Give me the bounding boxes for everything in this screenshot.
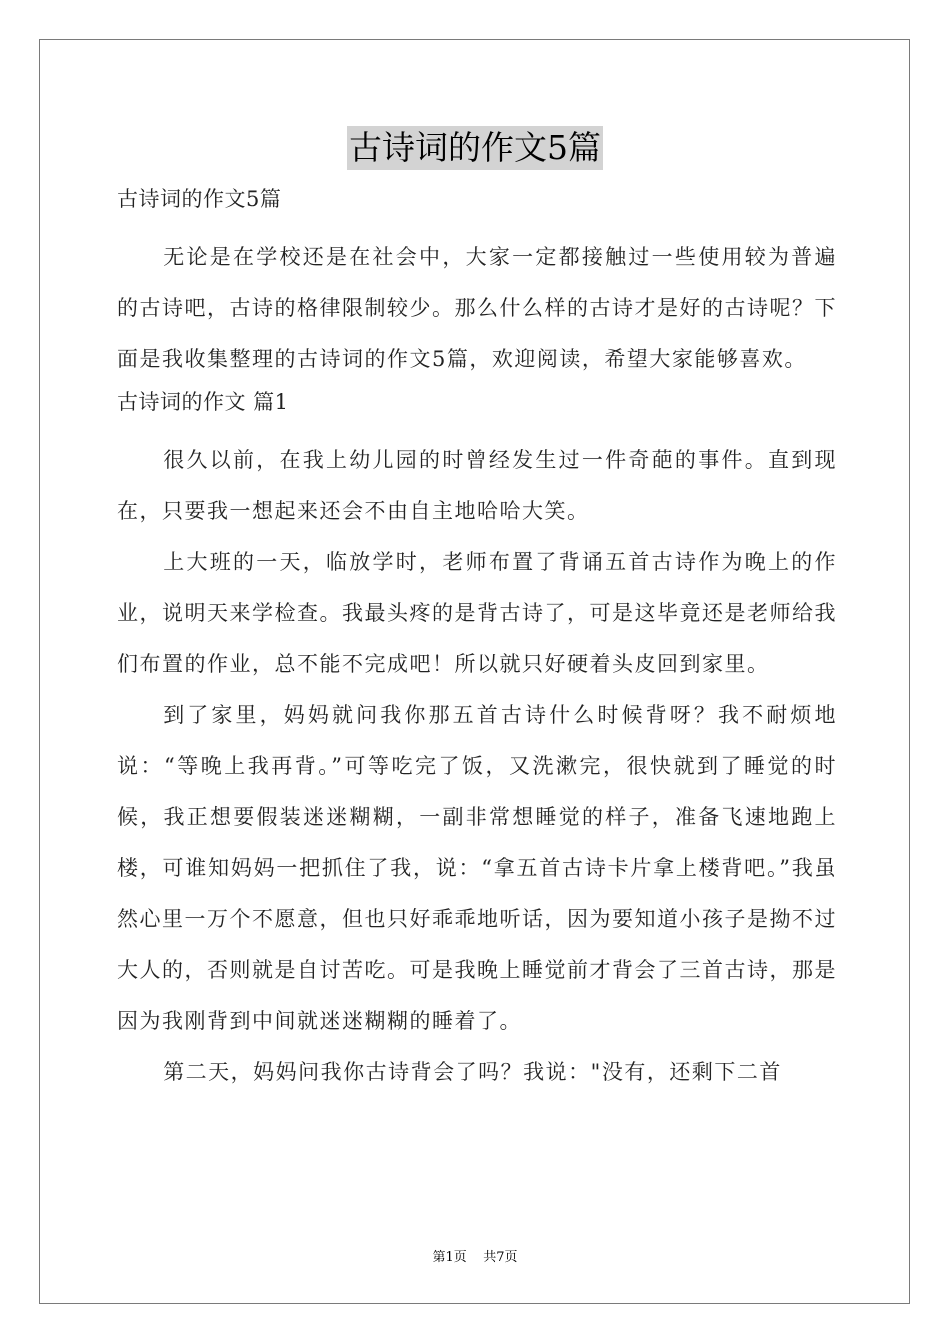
section-heading: 古诗词的作文 篇1 <box>117 390 289 414</box>
page-footer <box>0 1246 950 1265</box>
paragraph-intro: 无论是在学校还是在社会中，大家一定都接触过一些使用较为普遍的古诗吧，古诗的格律限制较少。那么什么样的古诗才是好的古诗呢？下面是我收集整理的古诗词的作文5篇，欢迎阅读，希望大家能够喜欢。 <box>117 245 837 371</box>
document-title: 古诗词的作文5篇 <box>347 126 603 170</box>
total-pages: 共7页 <box>483 1250 518 1265</box>
subtitle: 古诗词的作文5篇 <box>117 187 282 211</box>
title-wrap <box>0 126 950 170</box>
document-body <box>117 182 837 1098</box>
paragraph: 第二天，妈妈问我你古诗背会了吗？我说："没有，还剩下二首 <box>163 1060 782 1084</box>
paragraph: 很久以前，在我上幼儿园的时曾经发生过一件奇葩的事件。直到现在，只要我一想起来还会不由自主地哈哈大笑。 <box>117 448 837 523</box>
paragraph: 上大班的一天，临放学时，老师布置了背诵五首古诗作为晚上的作业，说明天来学检查。我最头疼的是背古诗了，可是这毕竟还是老师给我们布置的作业，总不能不完成吧！所以就只好硬着头皮回到家里。 <box>117 550 837 676</box>
paragraph: 到了家里，妈妈就问我你那五首古诗什么时候背呀？我不耐烦地说：“等晚上我再背。”可等吃完了饭，又洗漱完，很快就到了睡觉的时候，我正想要假装迷迷糊糊，一副非常想睡觉的样子，准备飞速地跑上楼，可谁知妈妈一把抓住了我，说：“拿五首古诗卡片拿上楼背吧。”我虽然心里一万个不愿意，但也只好乖乖地听话，因为要知道小孩子是拗不过大人的，否则就是自讨苦吃。可是我晚上睡觉前才背会了三首古诗，那是因为我刚背到中间就迷迷糊糊的睡着了。 <box>117 703 837 1033</box>
page-number: 第1页 <box>432 1250 467 1265</box>
